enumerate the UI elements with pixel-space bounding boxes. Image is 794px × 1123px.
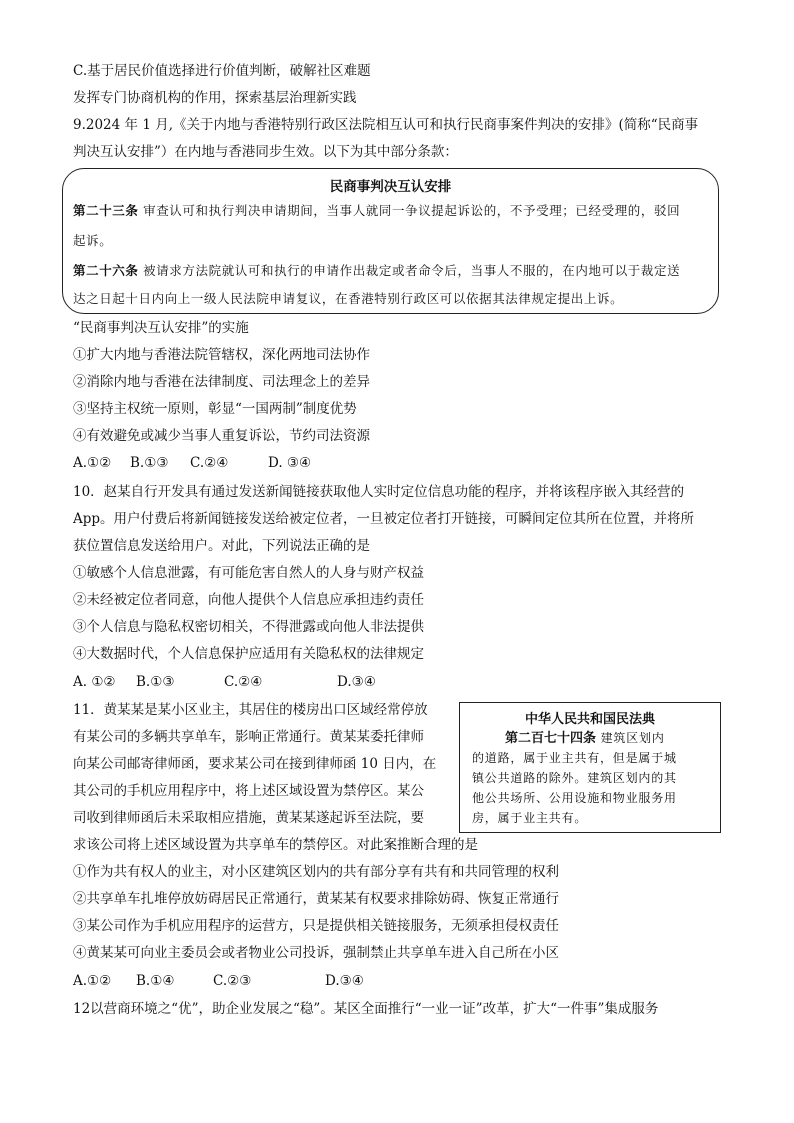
- q10-answer-a: A. ①②: [73, 674, 116, 690]
- article-23-line2: 起诉。: [73, 233, 113, 248]
- civil-code-title: 中华人民共和国民法典: [524, 712, 655, 727]
- article-23-text: 审查认可和执行判决申请期间，当事人就同一争议提起诉讼的，不予受理；已经受理的，驳回: [138, 203, 681, 218]
- article-26-text: 被请求方法院就认可和执行的申请作出裁定或者命令后，当事人不服的，在内地可以于裁定送: [138, 263, 681, 278]
- civil-code-line5: 房，属于业主共有。: [472, 811, 588, 825]
- civil-code-line4: 他公共场所、公用设施和物业服务用: [472, 791, 677, 805]
- q11-option-4: ④黄某某可向业主委员会或者物业公司投诉，强制禁止共享单车进入自己所在小区: [73, 945, 559, 961]
- q10-option-2: ②未经被定位者同意，向他人提供个人信息应承担违约责任: [73, 592, 424, 608]
- q9-option-1: ①扩大内地与香港法院管辖权，深化两地司法协作: [73, 347, 370, 363]
- article-23-line1: [73, 201, 680, 221]
- q9-answers: [73, 453, 311, 473]
- q10-stem-line3: 获位置信息发送给用户。对此，下列说法正确的是: [73, 538, 370, 554]
- q8-option-d: 发挥专门协商机构的作用，探索基层治理新实践: [73, 90, 357, 106]
- q11-stem-line1: 11．黄某某是某小区业主，其居住的楼房出口区域经常停放: [73, 702, 428, 718]
- article-274-label: 第二百七十四条: [505, 731, 597, 746]
- q10-stem-line1: 10．赵某自行开发具有通过发送新闻链接获取他人实时定位信息功能的程序，并将该程序嵌入其经营的: [73, 484, 685, 500]
- q10-answers: [73, 672, 376, 692]
- q11-answer-d: D.③④: [325, 973, 364, 989]
- q11-stem-line6: 求该公司将上述区域设置为共享单车的禁停区。对此案推断合理的是: [73, 837, 478, 853]
- civil-code-line3: 镇公共道路的除外。建筑区划内的其: [472, 771, 677, 785]
- article-274-text1: 建筑区划内: [596, 731, 665, 745]
- q9-answer-c: C.②④: [190, 455, 229, 471]
- provisions-title: 民商事判决互认安排: [329, 179, 452, 195]
- q10-option-4: ④大数据时代，个人信息保护应适用有关隐私权的法律规定: [73, 646, 424, 662]
- article-26-line2: 达之日起十日内向上一级人民法院申请复议，在香港特别行政区可以依据其法律规定提出上诉。: [73, 291, 624, 306]
- q9-stem-line1: 9.2024 年 1 月,《关于内地与香港特别行政区法院相互认可和执行民商事案件判决的安排》(简称“民商事: [73, 117, 699, 133]
- q9-answer-a: A.①②: [73, 455, 112, 471]
- q10-option-1: ①敏感个人信息泄露，有可能危害自然人的人身与财产权益: [73, 565, 424, 581]
- q12-stem-line1: 12以营商环境之“优”，助企业发展之“稳”。某区全面推行“一业一证”改革，扩大“一件事”集成服务: [73, 1001, 659, 1017]
- q8-option-c: C.基于居民价值选择进行价值判断，破解社区难题: [73, 63, 371, 79]
- civil-code-line1: [505, 728, 665, 749]
- q11-stem-line5: 司收到律师函后未采取相应措施，黄某某遂起诉至法院，要: [73, 810, 424, 826]
- q9-answer-b: B.①③: [130, 455, 169, 471]
- article-23-label: 第二十三条: [73, 203, 139, 218]
- q11-stem-line4: 其公司的手机应用程序中，将上述区域设置为禁停区。某公: [73, 783, 424, 799]
- q9-answer-d: D. ③④: [268, 455, 312, 471]
- q10-option-3: ③个人信息与隐私权密切相关，不得泄露或向他人非法提供: [73, 619, 424, 635]
- q9-stem-line2: 判决互认安排”）在内地与香港同步生效。以下为其中部分条款：: [73, 144, 458, 160]
- q9-option-4: ④有效避免或减少当事人重复诉讼，节约司法资源: [73, 428, 370, 444]
- q9-question: “民商事判决互认安排”的实施: [73, 320, 249, 336]
- q10-stem-line2: App。用户付费后将新闻链接发送给被定位者，一旦被定位者打开链接，可瞬间定位其所在位置，并将所: [73, 511, 695, 527]
- q10-answer-c: C.②④: [224, 674, 263, 690]
- civil-code-line2: 的道路，属于业主共有，但是属于城: [472, 751, 677, 765]
- q11-answer-c: C.②③: [213, 973, 252, 989]
- q11-stem-line3: 向某公司邮寄律师函，要求某公司在接到律师函 10 日内，在: [73, 756, 437, 772]
- q11-option-2: ②共享单车扎堆停放妨碍居民正常通行，黄某某有权要求排除妨碍、恢复正常通行: [73, 891, 559, 907]
- q11-option-1: ①作为共有权人的业主，对小区建筑区划内的共有部分享有共有和共同管理的权利: [73, 864, 559, 880]
- q11-answer-a: A.①②: [73, 973, 112, 989]
- q11-stem-line2: 有某公司的多辆共享单车，影响正常通行。黄某某委托律师: [73, 729, 424, 745]
- q9-option-3: ③坚持主权统一原则，彰显“一国两制”制度优势: [73, 401, 357, 417]
- q9-option-2: ②消除内地与香港在法律制度、司法理念上的差异: [73, 374, 370, 390]
- q11-answers: [73, 971, 364, 991]
- civil-code-box: [459, 702, 721, 833]
- q10-answer-d: D.③④: [337, 674, 376, 690]
- q10-answer-b: B.①③: [136, 674, 175, 690]
- provisions-box: [62, 168, 719, 314]
- q11-answer-b: B.①④: [136, 973, 175, 989]
- q11-option-3: ③某公司作为手机应用程序的运营方，只是提供相关链接服务，无须承担侵权责任: [73, 918, 559, 934]
- article-26-line1: [73, 261, 680, 281]
- article-26-label: 第二十六条: [73, 263, 139, 278]
